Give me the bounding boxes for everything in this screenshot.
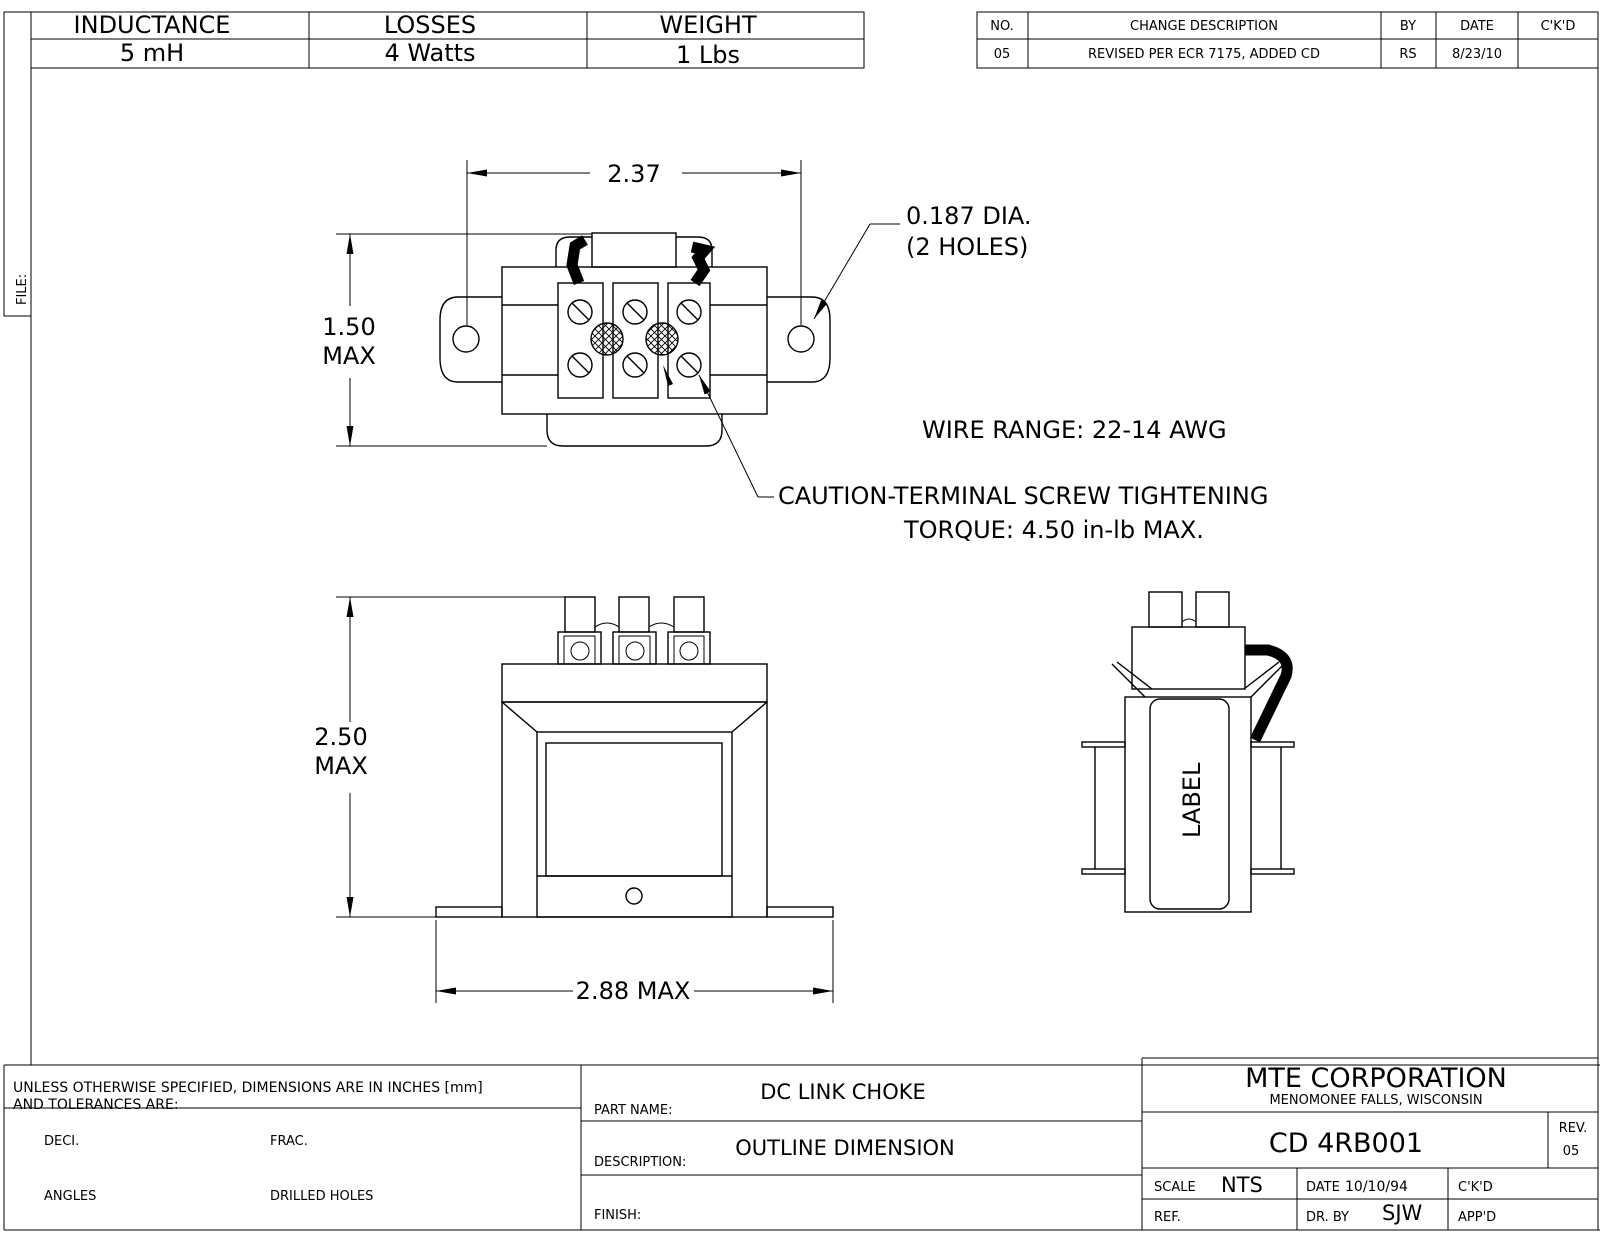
rev-value: 05 — [1562, 1144, 1580, 1159]
caution-callout — [663, 365, 1268, 544]
revision-table — [977, 12, 1598, 68]
spec-header-weight: WEIGHT — [659, 11, 757, 39]
caution-note-line1: CAUTION-TERMINAL SCREW TIGHTENING — [778, 482, 1269, 510]
rev-header-date: DATE — [1460, 19, 1494, 34]
terminal-screws — [568, 300, 701, 377]
dim-top-width-text: 2.37 — [607, 160, 661, 188]
mounting-hole-left — [453, 326, 479, 352]
appd-label: APP'D — [1458, 1210, 1497, 1225]
lead-wire-left — [572, 240, 585, 283]
spec-table — [31, 11, 864, 69]
scale-label: SCALE — [1154, 1180, 1196, 1195]
front-view — [436, 597, 833, 917]
tolerance-line1: UNLESS OTHERWISE SPECIFIED, DIMENSIONS ARE IN INCHES [mm] — [13, 1080, 483, 1096]
drawing-number: CD 4RB001 — [1268, 1128, 1424, 1159]
lead-wire-right — [692, 247, 705, 283]
rev-row-by: RS — [1399, 47, 1417, 62]
company-name: MTE CORPORATION — [1245, 1063, 1507, 1094]
wire-range-note: WIRE RANGE: 22-14 AWG — [922, 416, 1227, 444]
date-value: 10/10/94 — [1345, 1179, 1408, 1195]
rev-header-no: NO. — [990, 19, 1014, 34]
company-location: MENOMONEE FALLS, WISCONSIN — [1269, 1093, 1483, 1108]
spec-header-inductance: INDUCTANCE — [73, 11, 231, 39]
tolerance-deci: DECI. — [44, 1134, 80, 1149]
dim-top-height-value: 1.50 — [322, 313, 376, 341]
dim-front-height-value: 2.50 — [314, 723, 368, 751]
top-view — [440, 233, 830, 446]
hole-note-line2: (2 HOLES) — [906, 233, 1029, 261]
tolerance-angles: ANGLES — [44, 1189, 97, 1204]
description-label: DESCRIPTION: — [594, 1155, 687, 1170]
file-tab — [4, 12, 31, 316]
part-name-label: PART NAME: — [594, 1103, 673, 1118]
tolerance-line2: AND TOLERANCES ARE: — [13, 1097, 179, 1113]
part-name: DC LINK CHOKE — [760, 1080, 926, 1104]
title-block — [4, 1058, 1598, 1230]
date-label: DATE — [1306, 1180, 1340, 1195]
rev-label: REV. — [1558, 1121, 1588, 1136]
description: OUTLINE DIMENSION — [735, 1136, 955, 1160]
side-view — [1082, 592, 1294, 912]
dim-front-width — [436, 920, 833, 1005]
label-text: LABEL — [1178, 762, 1206, 838]
dim-top-height-suffix: MAX — [322, 342, 376, 370]
dr-by-label: DR. BY — [1306, 1210, 1349, 1225]
rev-row-change: REVISED PER ECR 7175, ADDED CD — [1088, 47, 1320, 62]
scale-value: NTS — [1221, 1173, 1263, 1197]
rev-header-change: CHANGE DESCRIPTION — [1130, 19, 1278, 34]
rev-header-by: BY — [1399, 19, 1417, 34]
ref-label: REF. — [1154, 1210, 1181, 1225]
tolerance-drilled-holes: DRILLED HOLES — [270, 1189, 374, 1204]
rev-row-date: 8/23/10 — [1451, 47, 1503, 62]
rev-header-ckd: C'K'D — [1540, 19, 1576, 34]
spec-value-inductance: 5 mH — [119, 39, 185, 67]
spec-value-weight: 1 Lbs — [675, 41, 741, 69]
finish-label: FINISH: — [594, 1208, 642, 1223]
file-label: FILE: — [15, 273, 30, 305]
ckd-label: C'K'D — [1458, 1180, 1493, 1195]
mounting-hole-right — [788, 326, 814, 352]
hole-callout — [814, 202, 1032, 319]
dim-front-width-text: 2.88 MAX — [575, 977, 691, 1005]
hole-note-line1: 0.187 DIA. — [906, 202, 1032, 230]
sheet-border — [4, 12, 1600, 1230]
dr-by-value: SJW — [1382, 1201, 1423, 1225]
spec-value-losses: 4 Watts — [384, 39, 476, 67]
caution-note-line2: TORQUE: 4.50 in-lb MAX. — [904, 516, 1204, 544]
rev-row-no: 05 — [993, 47, 1011, 62]
dim-front-height-suffix: MAX — [314, 752, 368, 780]
tolerance-frac: FRAC. — [270, 1134, 308, 1149]
spec-header-losses: LOSSES — [383, 11, 477, 39]
dim-front-height — [314, 597, 565, 917]
